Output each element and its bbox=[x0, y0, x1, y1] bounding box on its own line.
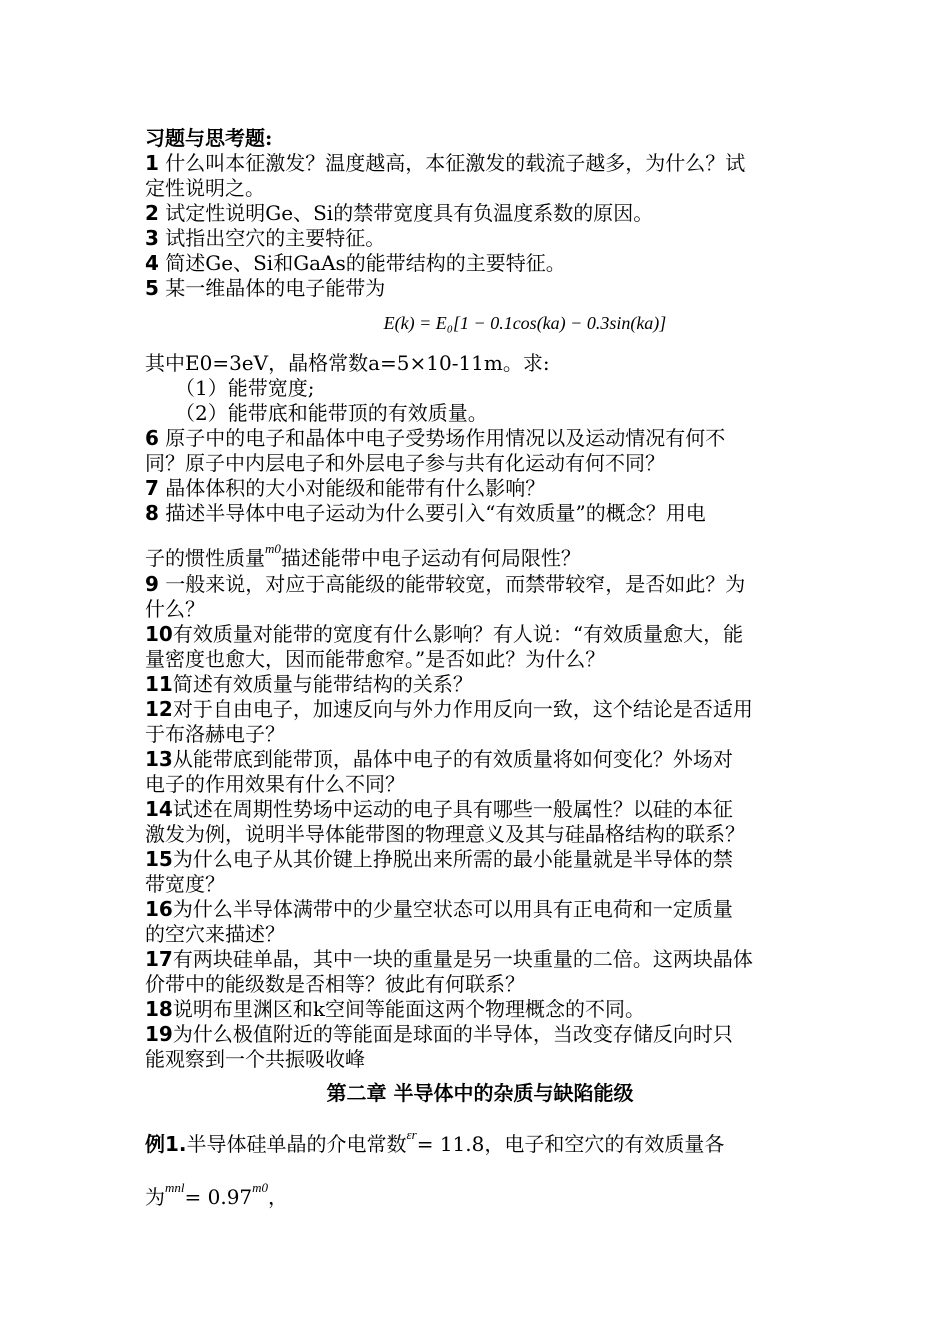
question-number: 14 bbox=[145, 797, 173, 821]
question-number: 11 bbox=[145, 672, 173, 696]
question-number: 6 bbox=[145, 426, 159, 450]
question-number: 3 bbox=[145, 226, 159, 250]
text-fragment: 为 bbox=[145, 1185, 165, 1209]
chapter-title: 第二章 半导体中的杂质与缺陷能级 bbox=[326, 1081, 634, 1105]
question-number: 5 bbox=[145, 276, 159, 300]
given-values: 其中E0=3eV，晶格常数a=5×10-11m。求: bbox=[145, 351, 550, 375]
question-number: 19 bbox=[145, 1022, 173, 1046]
question-1 bbox=[145, 151, 815, 201]
question-text-cont: 价带中的能级数是否相等？彼此有何联系？ bbox=[145, 972, 525, 996]
question-text-cont: 什么？ bbox=[145, 597, 205, 621]
question-text: 一般来说，对应于高能级的能带较宽，而禁带较窄，是否如此？为 bbox=[165, 572, 746, 596]
question-4 bbox=[145, 251, 815, 276]
question-text-cont: 电子的作用效果有什么不同？ bbox=[145, 772, 405, 796]
sub-question-1: （1）能带宽度; bbox=[175, 376, 315, 400]
energy-band-formula: E(k) = E₀[1 − 0.1cos(ka) − 0.3sin(ka)] bbox=[383, 313, 667, 333]
question-text: 晶体体积的大小对能级和能带有什么影响？ bbox=[165, 476, 546, 500]
question-text-cont: 量密度也愈大，因而能带愈窄。”是否如此？为什么？ bbox=[145, 647, 606, 671]
question-number: 12 bbox=[145, 697, 173, 721]
question-text: 原子中的电子和晶体中电子受势场作用情况以及运动情况有何不 bbox=[165, 426, 726, 450]
question-text: 试定性说明Ge、Si的禁带宽度具有负温度系数的原因。 bbox=[165, 201, 654, 225]
question-text-cont: 同？原子中内层电子和外层电子参与共有化运动有何不同？ bbox=[145, 451, 665, 475]
text-fragment: = 11.8，电子和空穴的有效质量各 bbox=[416, 1132, 725, 1156]
question-text: 描述半导体中电子运动为什么要引入“有效质量”的概念？用电 bbox=[165, 501, 706, 525]
question-8 bbox=[145, 501, 815, 572]
question-text-cont: 于布洛赫电子？ bbox=[145, 722, 285, 746]
question-number: 16 bbox=[145, 897, 173, 921]
question-17 bbox=[145, 947, 815, 997]
question-text-cont: 能观察到一个共振吸收峰 bbox=[145, 1047, 365, 1071]
question-3 bbox=[145, 226, 815, 251]
question-9 bbox=[145, 572, 815, 622]
question-text: 为什么电子从其价键上挣脱出来所需的最小能量就是半导体的禁 bbox=[172, 847, 733, 871]
math-mnl: mnl bbox=[165, 1180, 185, 1195]
sub-question-2: （2）能带底和能带顶的有效质量。 bbox=[175, 401, 488, 425]
question-text: 为什么极值附近的等能面是球面的半导体，当改变存储反向时只 bbox=[172, 1022, 733, 1046]
question-14 bbox=[145, 797, 815, 847]
question-text-cont: 激发为例，说明半导体能带图的物理意义及其与硅晶格结构的联系？ bbox=[145, 822, 745, 846]
question-text: 从能带底到能带顶，晶体中电子的有效质量将如何变化？外场对 bbox=[172, 747, 733, 771]
question-number: 2 bbox=[145, 201, 159, 225]
question-number: 15 bbox=[145, 847, 173, 871]
text-fragment: 子的惯性质量 bbox=[145, 546, 265, 570]
text-fragment: 半导体硅单晶的介电常数 bbox=[186, 1132, 407, 1156]
question-text: 简述有效质量与能带结构的关系？ bbox=[172, 672, 473, 696]
question-text-cont: 的空穴来描述？ bbox=[145, 922, 285, 946]
question-15 bbox=[145, 847, 815, 897]
question-text: 什么叫本征激发？温度越高，本征激发的载流子越多，为什么？试 bbox=[165, 151, 746, 175]
question-text-cont: 带宽度？ bbox=[145, 872, 225, 896]
question-19 bbox=[145, 1022, 815, 1072]
example-1 bbox=[145, 1110, 815, 1160]
question-number: 17 bbox=[145, 947, 173, 971]
question-2 bbox=[145, 201, 815, 226]
question-text: 说明布里渊区和k空间等能面这两个物理概念的不同。 bbox=[172, 997, 645, 1021]
question-text: 试述在周期性势场中运动的电子具有哪些一般属性？以硅的本征 bbox=[172, 797, 733, 821]
text-fragment: ， bbox=[268, 1185, 289, 1209]
math-epsilon-r: εr bbox=[406, 1127, 417, 1142]
question-text: 对于自由电子，加速反向与外力作用反向一致，这个结论是否适用 bbox=[172, 697, 753, 721]
question-11 bbox=[145, 672, 815, 697]
question-text-cont: 定性说明之。 bbox=[145, 176, 265, 200]
question-text: 有效质量对能带的宽度有什么影响？有人说：“有效质量愈大，能 bbox=[172, 622, 744, 646]
question-number: 13 bbox=[145, 747, 173, 771]
question-13 bbox=[145, 747, 815, 797]
question-5 bbox=[145, 276, 815, 426]
question-text: 某一维晶体的电子能带为 bbox=[165, 276, 386, 300]
question-text-cont bbox=[145, 526, 815, 572]
question-number: 4 bbox=[145, 251, 159, 275]
example-1-cont bbox=[145, 1160, 815, 1208]
question-18 bbox=[145, 997, 815, 1022]
question-text: 有两块硅单晶，其中一块的重量是另一块重量的二倍。这两块晶体 bbox=[172, 947, 753, 971]
text-fragment: = 0.97 bbox=[184, 1185, 253, 1209]
example-label: 例1. bbox=[145, 1132, 187, 1156]
page-content bbox=[145, 126, 815, 1208]
question-number: 10 bbox=[145, 622, 173, 646]
question-10 bbox=[145, 622, 815, 672]
question-12 bbox=[145, 697, 815, 747]
section-heading: 习题与思考题: bbox=[145, 126, 273, 150]
question-6 bbox=[145, 426, 815, 476]
question-text: 试指出空穴的主要特征。 bbox=[165, 226, 386, 250]
question-text: 为什么半导体满带中的少量空状态可以用具有正电荷和一定质量 bbox=[172, 897, 733, 921]
question-7 bbox=[145, 476, 815, 501]
question-number: 9 bbox=[145, 572, 159, 596]
question-number: 18 bbox=[145, 997, 173, 1021]
text-fragment: 描述能带中电子运动有何局限性？ bbox=[280, 546, 581, 570]
math-m0: m0 bbox=[252, 1180, 269, 1195]
question-number: 1 bbox=[145, 151, 159, 175]
math-m0: m0 bbox=[265, 541, 281, 556]
question-number: 7 bbox=[145, 476, 159, 500]
question-number: 8 bbox=[145, 501, 159, 525]
question-16 bbox=[145, 897, 815, 947]
question-text: 简述Ge、Si和GaAs的能带结构的主要特征。 bbox=[165, 251, 566, 275]
